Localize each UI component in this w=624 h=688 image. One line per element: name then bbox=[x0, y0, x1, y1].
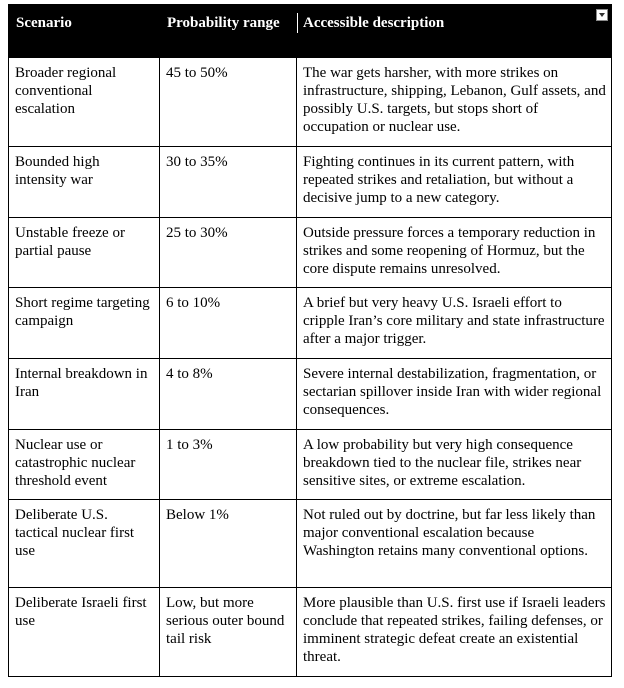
probability-cell[interactable]: 25 to 30% bbox=[160, 218, 297, 288]
probability-cell[interactable]: Below 1% bbox=[160, 500, 297, 588]
probability-cell[interactable]: 6 to 10% bbox=[160, 288, 297, 359]
header-probability[interactable]: Probability range bbox=[160, 5, 297, 58]
description-cell[interactable]: Not ruled out by doctrine, but far less likely than major conventional escalation because Washington retains many conventional options. bbox=[297, 500, 612, 588]
description-cell[interactable]: Outside pressure forces a temporary reduction in strikes and some reopening of Hormuz, but the core dispute remains unresolved. bbox=[297, 218, 612, 288]
scenario-cell[interactable]: Nuclear use or catastrophic nuclear threshold event bbox=[9, 430, 160, 500]
scenario-cell[interactable]: Deliberate Israeli first use bbox=[9, 588, 160, 677]
description-cell[interactable]: A low probability but very high consequence breakdown tied to the nuclear file, strikes near sensitive sites, or extreme escalation. bbox=[297, 430, 612, 500]
scenario-cell[interactable]: Deliberate U.S. tactical nuclear first use bbox=[9, 500, 160, 588]
probability-cell[interactable]: 1 to 3% bbox=[160, 430, 297, 500]
table-row bbox=[9, 58, 612, 147]
table-row bbox=[9, 218, 612, 288]
probability-cell[interactable]: Low, but more serious outer bound tail risk bbox=[160, 588, 297, 677]
scenario-table-container bbox=[8, 4, 611, 677]
description-cell[interactable]: Fighting continues in its current pattern, with repeated strikes and retaliation, but without a decisive jump to a new category. bbox=[297, 147, 612, 218]
table-row bbox=[9, 500, 612, 588]
description-cell[interactable]: More plausible than U.S. first use if Israeli leaders conclude that repeated strikes, failing defenses, or imminent strategic defeat create an existential threat. bbox=[297, 588, 612, 677]
header-scenario[interactable]: Scenario bbox=[9, 5, 160, 58]
table-row bbox=[9, 588, 612, 677]
text-cursor bbox=[297, 13, 298, 33]
table-row bbox=[9, 359, 612, 430]
scenario-cell[interactable]: Bounded high intensity war bbox=[9, 147, 160, 218]
table-row bbox=[9, 147, 612, 218]
scenario-cell[interactable]: Unstable freeze or partial pause bbox=[9, 218, 160, 288]
description-cell[interactable]: A brief but very heavy U.S. Israeli effort to cripple Iran’s core military and state infrastructure after a major trigger. bbox=[297, 288, 612, 359]
description-cell[interactable]: The war gets harsher, with more strikes on infrastructure, shipping, Lebanon, Gulf assets, and possibly U.S. targets, but stops short of occupation or nuclear use. bbox=[297, 58, 612, 147]
scenario-cell[interactable]: Internal breakdown in Iran bbox=[9, 359, 160, 430]
probability-cell[interactable]: 30 to 35% bbox=[160, 147, 297, 218]
probability-cell[interactable]: 45 to 50% bbox=[160, 58, 297, 147]
scenario-table bbox=[8, 4, 612, 677]
header-description[interactable] bbox=[297, 5, 612, 58]
filter-dropdown-icon[interactable] bbox=[596, 9, 608, 21]
description-cell[interactable]: Severe internal destabilization, fragmentation, or sectarian spillover inside Iran with wider regional consequences. bbox=[297, 359, 612, 430]
table-row bbox=[9, 430, 612, 500]
table-row bbox=[9, 288, 612, 359]
scenario-cell[interactable]: Broader regional conventional escalation bbox=[9, 58, 160, 147]
scenario-cell[interactable]: Short regime targeting campaign bbox=[9, 288, 160, 359]
table-header-row bbox=[9, 5, 612, 58]
header-description-label: Accessible description bbox=[303, 15, 445, 31]
probability-cell[interactable]: 4 to 8% bbox=[160, 359, 297, 430]
